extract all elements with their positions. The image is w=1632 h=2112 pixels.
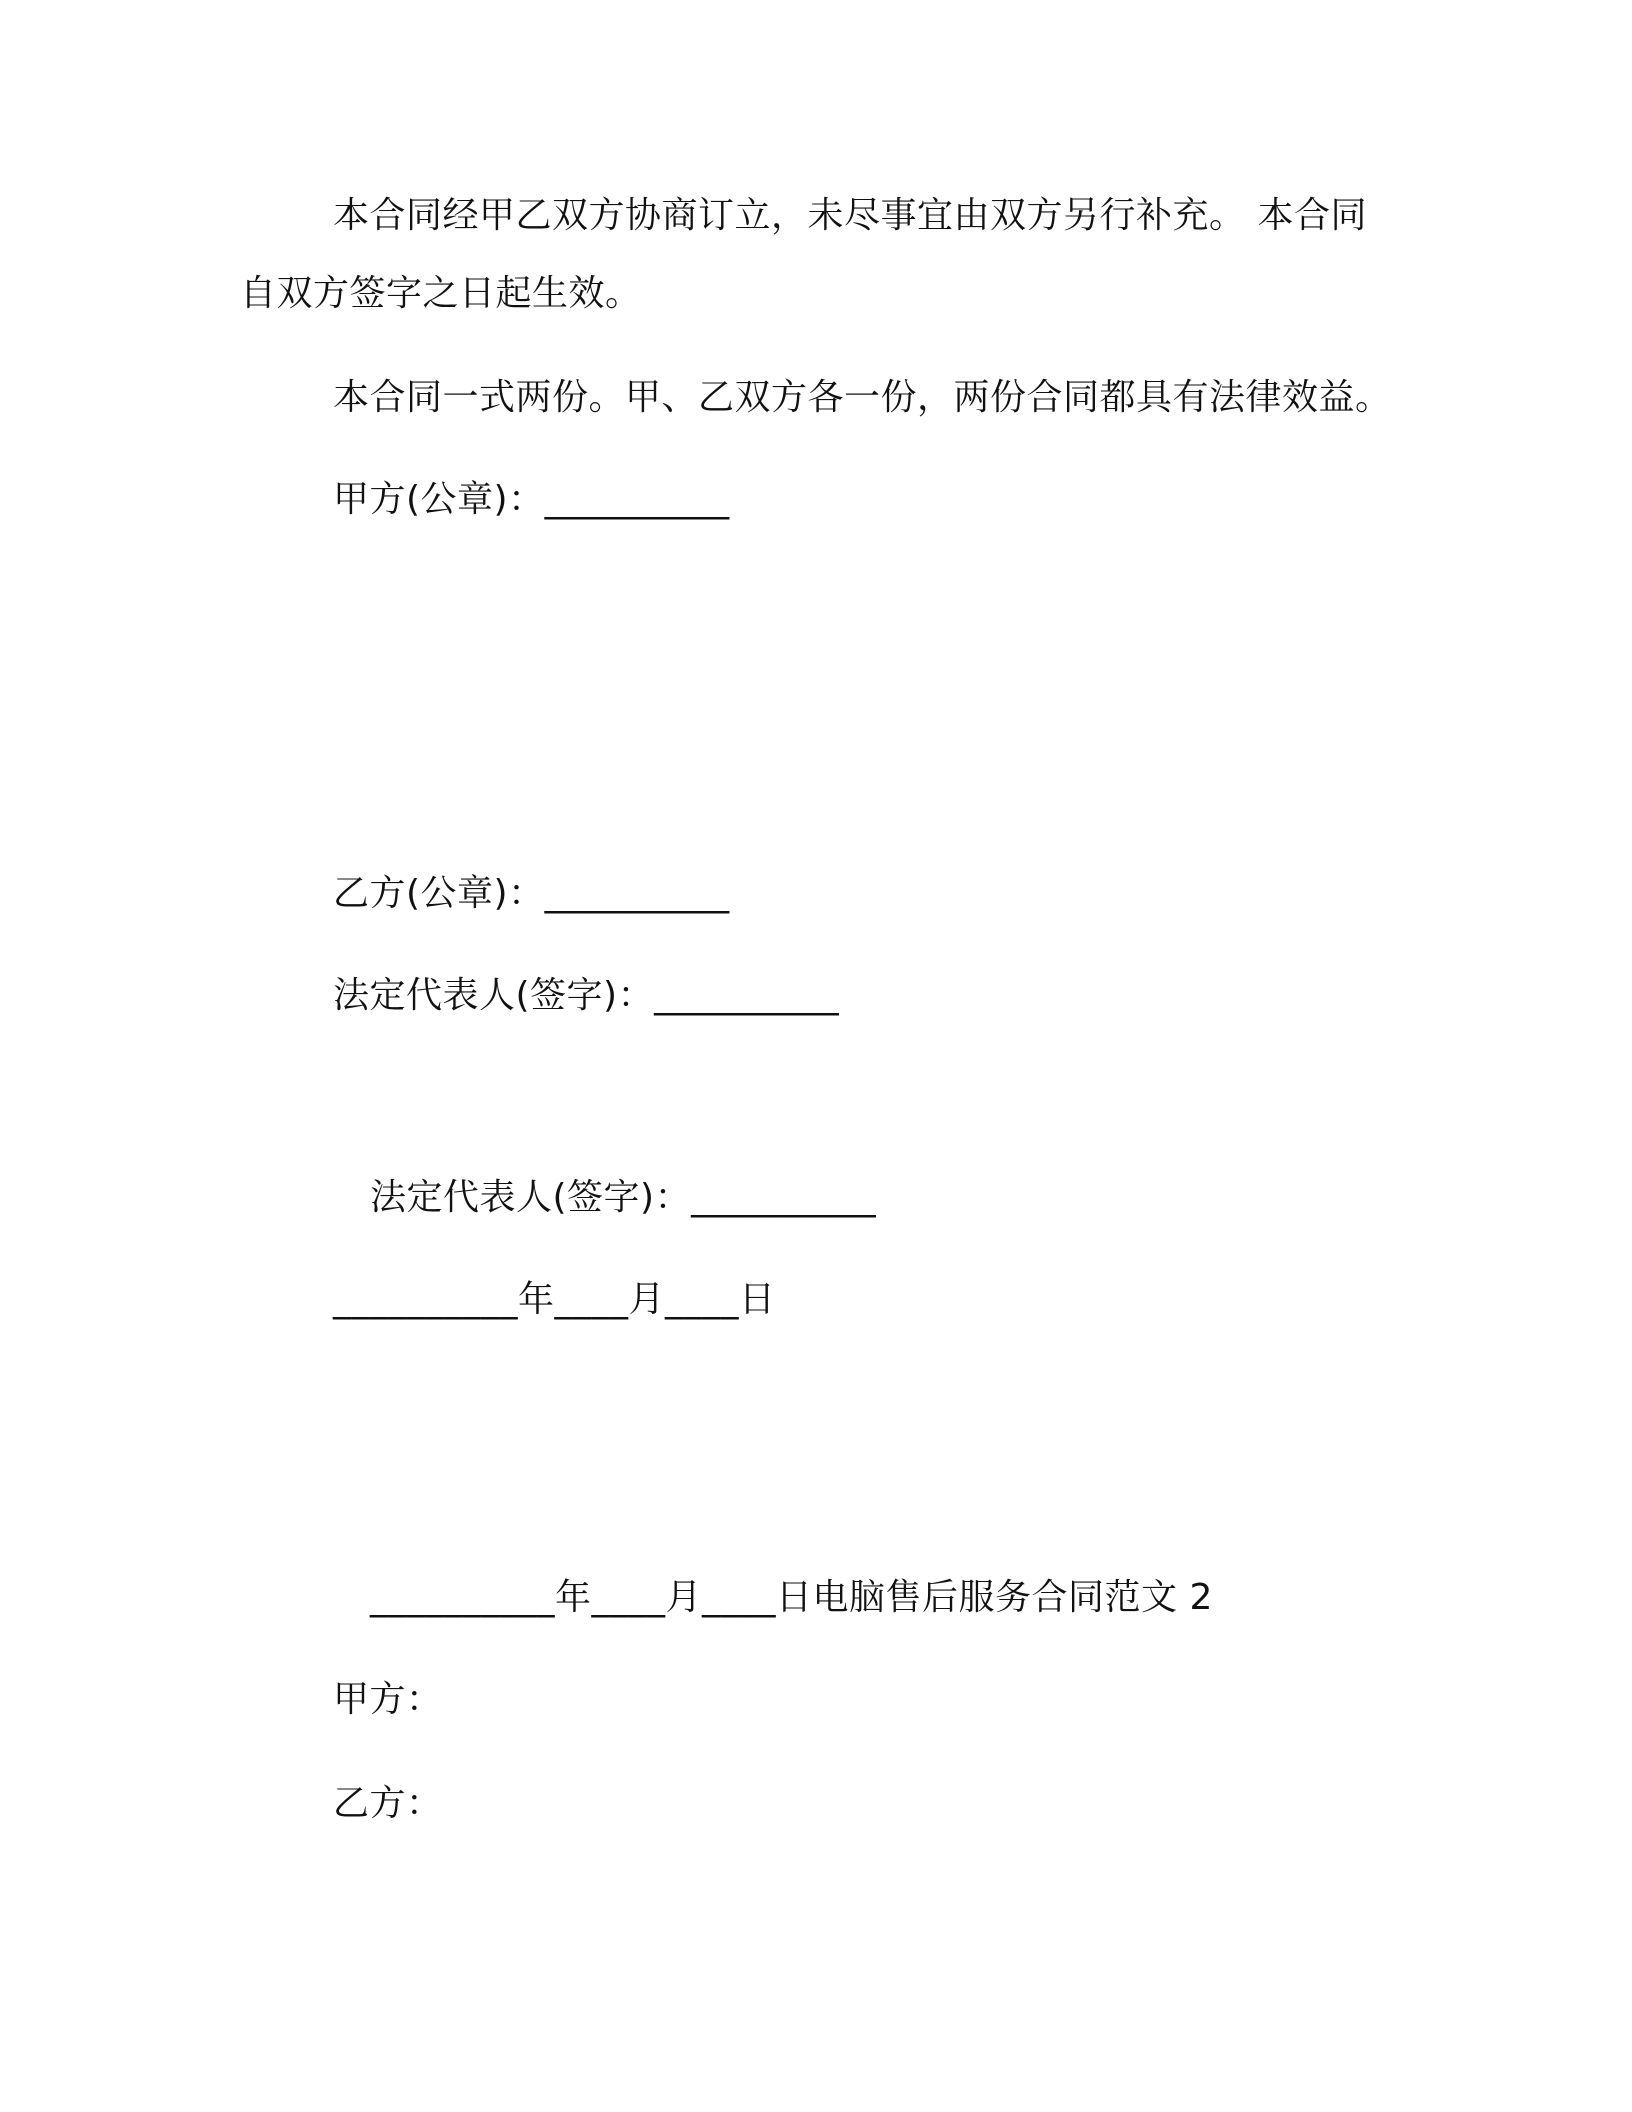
paragraph-line: 本合同经甲乙双方协商订立，未尽事宜由双方另行补充。 本合同 [333,195,1367,236]
paragraph-line: 自双方签字之日起生效。 [240,273,642,314]
date-line: __________年____月____日 [333,1279,776,1320]
party-a-label: 甲方： [333,1679,443,1720]
paragraph-copies: 本合同一式两份。甲、乙双方各一份，两份合同都具有法律效益。 [333,377,1392,418]
legal-representative-line: 法定代表人(签字)：__________ [333,975,840,1016]
party-b-label: 乙方： [333,1783,443,1824]
party-a-seal-line: 甲方(公章)：__________ [333,479,730,520]
date-title-line: __________年____月____日电脑售后服务合同范文 2 [370,1577,1213,1618]
party-b-seal-line: 乙方(公章)：__________ [333,873,730,914]
legal-representative-line: 法定代表人(签字)：__________ [370,1177,877,1218]
